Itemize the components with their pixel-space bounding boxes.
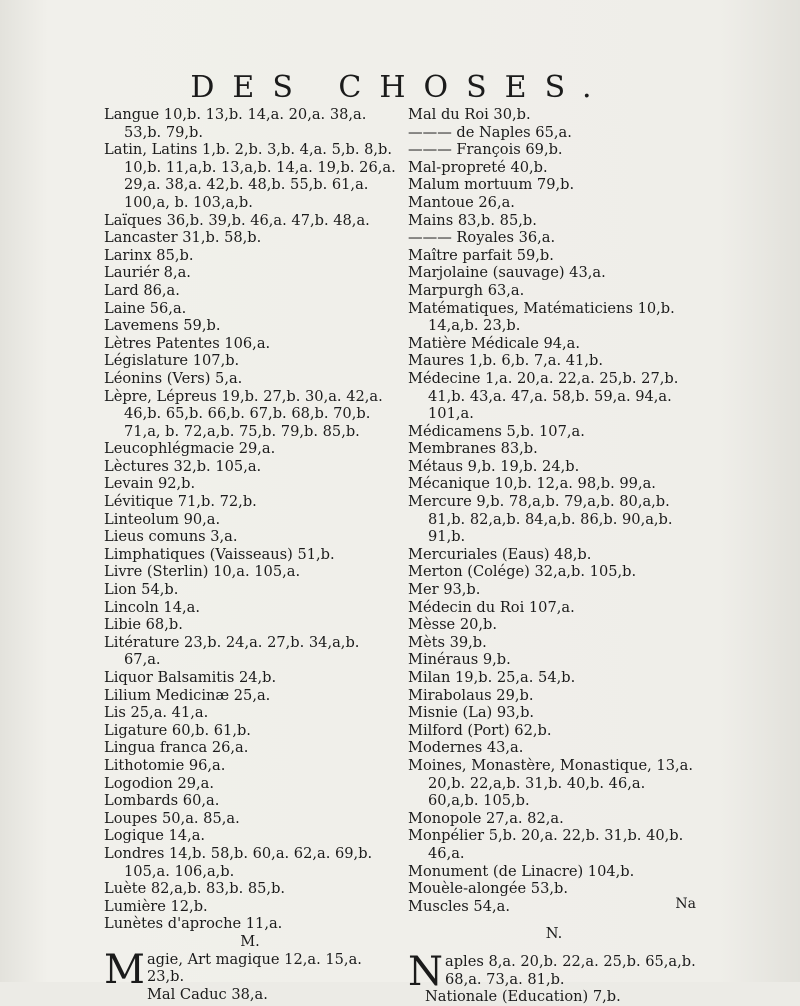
index-entry: Lunètes d'aproche 11,a. xyxy=(104,915,283,933)
index-entry: Médecine 1,a. 20,a. 22,a. 25,b. 27,b. 41,b. 43,a. 47,a. 58,b. 59,a. 94,a. 101,a. xyxy=(408,369,679,423)
index-entry: Mantoue 26,a. xyxy=(408,193,515,211)
index-entry: Matématiques, Matématiciens 10,b. 14,a,b. 23,b. xyxy=(408,299,675,335)
index-entry: Lètres Patentes 106,a. xyxy=(104,334,271,352)
index-entry: Luète 82,a,b. 83,b. 85,b. xyxy=(104,880,286,898)
index-entry: Lèctures 32,b. 105,a. xyxy=(104,457,262,475)
index-entry: Matière Médicale 94,a. xyxy=(408,334,581,352)
index-entry: Marpurgh 63,a. xyxy=(408,281,525,299)
signature-mark: Na xyxy=(675,896,696,912)
dropcap-entry-n xyxy=(408,948,700,995)
index-entry: Laine 56,a. xyxy=(104,299,187,317)
dropcap-line: Mal Caduc 38,a. xyxy=(146,985,268,1003)
dropcap-line: agie, Art magique 12,a. 15,a. 23,b. xyxy=(146,950,362,986)
index-entry: Mèts 39,b. xyxy=(408,633,487,651)
index-entry: Mercure 9,b. 78,a,b. 79,a,b. 80,a,b. 81,b. 82,a,b. 84,a,b. 86,b. 90,a,b. 91,b. xyxy=(408,493,673,546)
drop-cap-m: M xyxy=(104,946,145,993)
index-entry: Lilium Medicinæ 25,a. xyxy=(104,686,271,704)
index-entry: Misnie (La) 93,b. xyxy=(408,704,535,722)
index-entry: Maître parfait 59,b. xyxy=(408,246,554,264)
index-entry: Mal du Roi 30,b. xyxy=(408,106,531,123)
index-entry: Latin, Latins 1,b. 2,b. 3,b. 4,a. 5,b. 8,b. 10,b. 11,a,b. 13,a,b. 14,a. 19,b. 26,a. 29,a. 38,a. 42,b. 48,b. 55,b. 61,a. 100,a, b. 103,a,b. xyxy=(104,141,396,211)
index-entry: Lithotomie 96,a. xyxy=(104,756,226,774)
index-column-left xyxy=(104,106,396,1003)
index-entry: Mercuriales (Eaus) 48,b. xyxy=(408,545,592,563)
index-column-right xyxy=(408,106,700,1006)
index-entry: Mer 93,b. xyxy=(408,581,481,599)
index-entry: Monument (de Linacre) 104,b. xyxy=(408,862,635,880)
index-entry: Limphatiques (Vaisseaus) 51,b. xyxy=(104,545,335,563)
index-entry: Lard 86,a. xyxy=(104,281,180,299)
dropcap-line: aples 8,a. 20,b. 22,a. 25,b. 65,a,b. 68,a. 73,a. 81,b. xyxy=(445,952,696,988)
index-entry: Monopole 27,a. 82,a. xyxy=(408,809,564,827)
index-entry: ——— François 69,b. xyxy=(408,141,563,159)
index-entry: Londres 14,b. 58,b. 60,a. 62,a. 69,b. 105,a. 106,a,b. xyxy=(104,844,373,880)
index-entry: Lincoln 14,a. xyxy=(104,598,200,616)
index-entry: Logique 14,a. xyxy=(104,827,206,845)
index-entry: Métaus 9,b. 19,b. 24,b. xyxy=(408,457,580,475)
index-entry: ——— Royales 36,a. xyxy=(408,229,556,247)
index-entry: Mèsse 20,b. xyxy=(408,616,498,634)
index-entry: Milan 19,b. 25,a. 54,b. xyxy=(408,669,576,686)
index-entry: Lauriér 8,a. xyxy=(104,264,191,282)
index-entry: Mouèle-alongée 53,b. xyxy=(408,880,568,898)
index-entry: Minéraus 9,b. xyxy=(408,651,511,669)
index-entry: Marjolaine (sauvage) 43,a. xyxy=(408,264,606,282)
right-entries xyxy=(408,106,700,915)
left-entries xyxy=(104,106,396,933)
index-entry: Mécanique 10,b. 12,a. 98,b. 99,a. xyxy=(408,475,656,493)
index-entry: Lumière 12,b. xyxy=(104,897,208,915)
index-entry: Lèpre, Lépreus 19,b. 27,b. 30,a. 42,a. 46,b. 65,b. 66,b. 67,b. 68,b. 70,b. 71,a, b. 72,a,b. 75,b. 79,b. 85,b. xyxy=(104,387,383,440)
page-title: DES CHOSES. xyxy=(190,70,610,105)
index-entry: Mirabolaus 29,b. xyxy=(408,686,534,704)
section-letter-n: N. xyxy=(545,925,563,943)
index-entry: Mains 83,b. 85,b. xyxy=(408,211,537,229)
index-entry: Muscles 54,a. xyxy=(408,897,510,915)
index-entry: Mal-propreté 40,b. xyxy=(408,158,548,176)
dropcap-entry-m xyxy=(104,946,396,1004)
index-entry: Liquor Balsamitis 24,b. xyxy=(104,669,277,686)
index-entry: Merton (Colége) 32,a,b. 105,b. xyxy=(408,563,637,581)
index-entry: Modernes 43,a. xyxy=(408,739,524,757)
index-entry: Nationale (Education) 7,b. xyxy=(425,988,621,1006)
index-entry: Lévitique 71,b. 72,b. xyxy=(104,493,257,511)
index-entry: Maures 1,b. 6,b. 7,a. 41,b. xyxy=(408,352,603,370)
index-entry: ——— de Naples 65,a. xyxy=(408,123,572,141)
section-letter-m: M. xyxy=(240,932,260,950)
index-entry: Léonins (Vers) 5,a. xyxy=(104,369,243,387)
drop-cap-n: N xyxy=(408,948,443,995)
index-entry: Litérature 23,b. 24,a. 27,b. 34,a,b. 67,a. xyxy=(104,633,360,669)
index-entry: Moines, Monastère, Monastique, 13,a. 20,b. 22,a,b. 31,b. 40,b. 46,a. 60,a,b. 105,b. xyxy=(408,756,693,810)
index-entry: Lombards 60,a. xyxy=(104,792,220,810)
index-entry: Lion 54,b. xyxy=(104,581,179,599)
index-entry: Larinx 85,b. xyxy=(104,246,194,264)
index-entry: Lis 25,a. 41,a. xyxy=(104,704,209,722)
index-entry: Levain 92,b. xyxy=(104,475,196,493)
index-entry: Lavemens 59,b. xyxy=(104,317,221,335)
index-entry: Libie 68,b. xyxy=(104,616,183,634)
index-entry: Lieus comuns 3,a. xyxy=(104,528,238,546)
index-entry: Lingua franca 26,a. xyxy=(104,739,249,757)
index-entry: Logodion 29,a. xyxy=(104,774,214,792)
index-entry: Loupes 50,a. 85,a. xyxy=(104,809,240,827)
index-entry: Leucophlégmacie 29,a. xyxy=(104,440,276,458)
index-entry: Monpélier 5,b. 20,a. 22,b. 31,b. 40,b. 46,a. xyxy=(408,827,684,862)
index-entry: Linteolum 90,a. xyxy=(104,510,221,528)
index-entry: Livre (Sterlin) 10,a. 105,a. xyxy=(104,563,301,581)
index-entry: Laïques 36,b. 39,b. 46,a. 47,b. 48,a. xyxy=(104,211,370,229)
index-entry: Langue 10,b. 13,b. 14,a. 20,a. 38,a. 53,b. 79,b. xyxy=(104,106,367,141)
index-entry: Législature 107,b. xyxy=(104,352,240,370)
index-entry: Ligature 60,b. 61,b. xyxy=(104,721,251,739)
index-entry: Médecin du Roi 107,a. xyxy=(408,598,575,616)
index-entry: Milford (Port) 62,b. xyxy=(408,721,552,739)
index-entry: Membranes 83,b. xyxy=(408,440,538,458)
index-entry: Médicamens 5,b. 107,a. xyxy=(408,422,585,440)
index-entry: Malum mortuum 79,b. xyxy=(408,176,575,194)
index-entry: Lancaster 31,b. 58,b. xyxy=(104,229,262,247)
